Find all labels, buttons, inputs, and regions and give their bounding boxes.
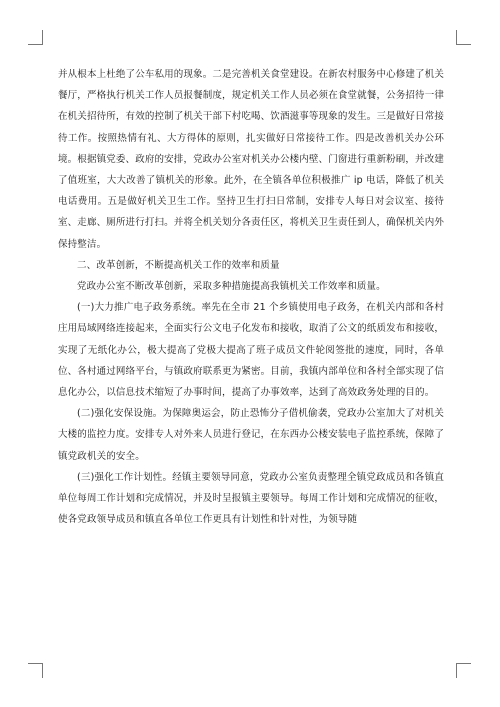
paragraph-item-3: (三)强化工作计划性。经镇主要领导同意，党政办公室负责整理全镇党政成员和各镇直单位每周工作计划和完成情况，并及时呈报镇主要领导。每周工作计划和完成情况的征收，使各党政领导成员和镇直各单位工作更具有计划性和针对性，为领导随 (58, 471, 445, 526)
paragraph-item-2: (二)强化安保设施。为保障奥运会，防止恐怖分子借机偷袭，党政办公室加大了对机关大楼的监控力度。安排专人对外来人员进行登记，在东西办公楼安装电子监控系统，保障了镇党政机关的安全。 (58, 408, 445, 462)
crop-mark-bottom-right (456, 663, 471, 678)
paragraph-intro: 党政办公室不断改革创新，采取多种措施提高我镇机关工作效率和质量。 (77, 281, 386, 293)
crop-mark-top-right (456, 30, 471, 45)
crop-mark-top-left (28, 30, 43, 45)
document-body (58, 64, 444, 530)
paragraph-item-1: (一)大力推广电子政务系统。率先在全市 21 个乡镇使用电子政务，在机关内部和各村庄用局域网络连接起来，全面实行公文电子化发布和接收，取消了公文的纸质发布和接收，实现了无纸化办公，极大提高了党极大提高了班子成员文件轮阅签批的速度，同时，各单位、各村通过网络平台，与镇政府联系更为紧密。目前，我镇内部单位和各村全部实现了信息化办公，以信息技术缩短了办事时间，提高了办事效率，达到了高效政务处理的目的。 (58, 302, 445, 399)
section-heading: 二、改革创新，不断提高机关工作的效率和质量 (77, 259, 280, 271)
paragraph-continuation: 并从根本上杜绝了公车私用的现象。二是完善机关食堂建设。在新农村服务中心修建了机关餐厅，严格执行机关工作人员报餐制度，规定机关工作人员必须在食堂就餐，公务招待一律在机关招待所，有效的控制了机关干部下村吃喝、饮酒滋事等现象的发生。三是做好日常接待工作。按照热情有礼、大方得体的原则，扎实做好日常接待工作。四是改善机关办公环境。根据镇党委、政府的安排，党政办公室对机关办公楼内壁、门窗进行重新粉刷，并改建了值班室，大大改善了镇机关的形象。此外，在全镇各单位积极推广 ip 电话，降低了机关电话费用。五是做好机关卫生工作。坚持卫生打扫日常制，安排专人每日对会议室、接待室、走廊、厕所进行打扫。并将全机关划分各责任区，将机关卫生责任到人，确保机关内外保持整洁。 (58, 69, 445, 250)
crop-mark-bottom-left (28, 663, 43, 678)
